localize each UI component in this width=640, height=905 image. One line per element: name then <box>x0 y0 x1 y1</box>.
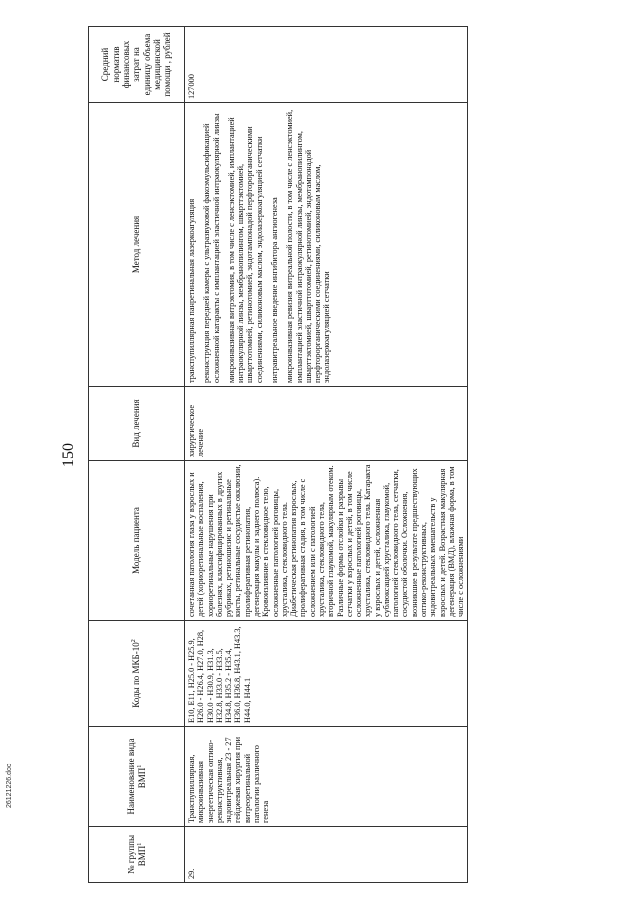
cell-treatment-method <box>185 103 468 387</box>
header-treatment-type: Вид лечения <box>89 387 185 461</box>
header-group: № группы ВМП$^1$ <box>89 827 185 883</box>
header-vmp-name: Наименование вида ВМП$^1$ <box>89 727 185 827</box>
cell-treatment-type: хирургическое лечение <box>185 387 468 461</box>
rotated-content <box>54 27 602 883</box>
vmp-table <box>88 26 468 883</box>
header-mkb-codes: Коды по МКБ-$10^2$ <box>89 621 185 727</box>
header-treatment-method: Метод лечения <box>89 103 185 387</box>
header-row <box>89 27 185 883</box>
cell-avg-cost: 127000 <box>185 27 468 103</box>
method-item: интравитреальное введение ингибитора ангиогенеза <box>269 197 279 383</box>
method-item: микроинвазивная ревизия витреальной полости, в том числе с ленсэктомией, имплантацией эластичной интраокулярной линзы, мембранопилингом, шварттэктомией, шварттотомией, ретинотомией, эндотампонадой перфторорганическими соединениями, силиконовым маслом, эндолазеркоагуляцией сетчатки <box>285 109 332 383</box>
header-patient-model: Модель пациента <box>89 461 185 621</box>
cell-patient-model: сочетанная патология глаза у взрослых и детей (хориоретинальные воспаления, хориоретинальные нарушения при болезнях, классифицированных в других рубриках, ретиношизис и ретинальные кисты, ретинальные сосудистые окклюзии, пролиферативная ретинопатия, дегенерация макулы и заднего полюса). Кровоизлияние в стекловидное тело, осложненные патологией роговицы, хрусталика, стекловидного тела. Диабетическая ретинопатия взрослых, пролиферативная стадия, в том числе с осложнением или с патологией хрусталика, стекловидного тела, вторичной глаукомой, макулярным отеком. Различные формы отслойки и разрывы сетчатки у взрослых и детей, в том числе осложненные патологией роговицы, хрусталика, стекловидного тела. Катаракта у взрослых и детей, осложненная сублюксацией хрусталика, глаукомой, патологией стекловидного тела, сетчатки, сосудистой оболочки. Осложнения, возникшие в результате предшествующих оптико-реконструктивных, эндовитреальных вмешательств у взрослых и детей. Возрастная макулярная дегенерация (ВМД), влажная форма, в том числе с осложнениями <box>185 461 468 621</box>
cell-mkb-codes: E10, E11, H25.0 - H25.9, H26.0 - H26.4, H27.0, H28, H30.0 - H30.9, H31.3, H32.8, H33.0 - H33.5, H34.8, H35.2 - H35.4, H36.0, H36.8, H43.1, H43.3, H44.0, H44.1 <box>185 621 468 727</box>
page-number: 150 <box>60 443 77 467</box>
method-item: реконструкция передней камеры с ультразвуковой факоэмульсификацией осложненной катаракты с имплантацией эластичной интраокулярной линзы <box>202 113 221 383</box>
header-avg-cost: Средний норматив финансовых затрат на единицу объема медицинской помощи , рублей <box>89 27 185 103</box>
method-item: транспупиллярная панретинальная лазеркоагуляция <box>187 198 196 383</box>
method-item: микроинвазивная витрэктомия, в том числе с ленсэктомией, имплантацией интраокулярной линзы, мембранопилингом, шварттэктомией, шварттотомией, ретинотомией, эндотампонадой перфторорганическими соединениями, силиконовым маслом, эндолазеркоагуляцией сетчатки <box>226 117 264 383</box>
file-name-footer: 26121226.doc <box>6 763 13 808</box>
cell-vmp-name: Транспупиллярная, микроинвазивная энергетическая оптико-реконструктивная, эндовитреальная 23 - 27 гейджевая хирургия при витреоретинальной патологии различного генеза <box>185 727 468 827</box>
table-row <box>185 27 468 883</box>
cell-group: 29. <box>185 827 468 883</box>
